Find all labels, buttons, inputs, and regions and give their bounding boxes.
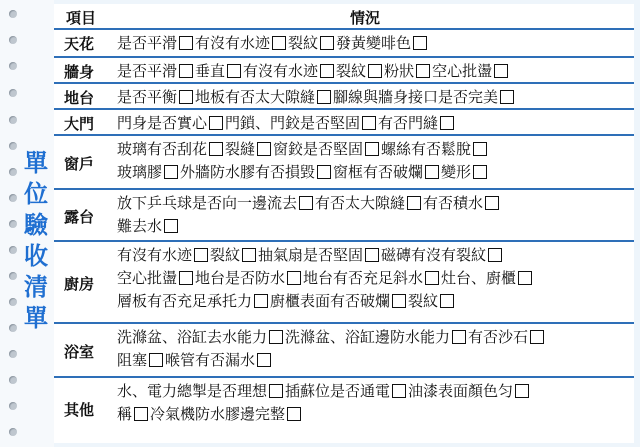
- item-line: [117, 290, 626, 313]
- binder-hole: [9, 10, 17, 18]
- item-line: [117, 138, 626, 161]
- row-label: 其他: [64, 401, 95, 419]
- checkbox[interactable]: [488, 248, 502, 262]
- binder-hole: [9, 324, 17, 332]
- checkbox[interactable]: [269, 330, 283, 344]
- table-header: [54, 4, 634, 30]
- checklist-row: [54, 30, 634, 56]
- checkbox[interactable]: [392, 294, 406, 308]
- item-text: 外牆防水膠有否損毀: [180, 163, 316, 181]
- binder-hole: [9, 36, 17, 44]
- checkbox[interactable]: [299, 196, 313, 210]
- binder-hole: [9, 246, 17, 254]
- item-text: 洗滌盆、浴缸邊防水能力: [285, 328, 451, 346]
- checkbox[interactable]: [500, 90, 514, 104]
- item-text: 玻璃膠: [117, 163, 163, 181]
- row-items: [117, 192, 626, 238]
- binder-hole: [9, 428, 17, 436]
- item-text: 磁磚有沒有裂紋: [381, 246, 487, 264]
- checkbox[interactable]: [134, 407, 148, 421]
- item-line: [117, 192, 626, 215]
- checkbox[interactable]: [425, 271, 439, 285]
- item-text: 玻璃有否刮花: [117, 140, 208, 158]
- row-items: [117, 326, 626, 372]
- item-text: 窗框有否破爛: [333, 163, 424, 181]
- item-text: 冷氣機防水膠邊完整: [150, 405, 286, 423]
- side-title-char: 清: [24, 273, 48, 301]
- item-text: 層板有否充足承托力: [117, 292, 253, 310]
- item-text: 稱: [117, 405, 133, 423]
- checkbox[interactable]: [272, 36, 286, 50]
- item-text: 有否沙石: [468, 328, 529, 346]
- checkbox[interactable]: [179, 90, 193, 104]
- binder-hole: [9, 220, 17, 228]
- item-line: [117, 112, 626, 135]
- checkbox[interactable]: [179, 36, 193, 50]
- checklist-row: [54, 82, 634, 110]
- item-text: 有否太大隙縫: [315, 194, 406, 212]
- item-text: 水、電力總掣是否理想: [117, 382, 268, 400]
- checklist-row: [54, 134, 634, 190]
- side-title-char: 收: [24, 242, 48, 270]
- checklist-row: [54, 108, 634, 136]
- item-text: 空心批盪: [432, 62, 493, 80]
- item-text: 有否積水: [423, 194, 484, 212]
- item-text: 是否平滑: [117, 62, 178, 80]
- checkbox[interactable]: [269, 384, 283, 398]
- item-text: 有沒有水迹: [117, 246, 193, 264]
- checkbox[interactable]: [257, 142, 271, 156]
- checkbox[interactable]: [254, 294, 268, 308]
- item-line: [117, 403, 626, 426]
- row-label: 地台: [64, 88, 95, 107]
- binder-hole: [9, 402, 17, 410]
- checkbox[interactable]: [440, 116, 454, 130]
- checkbox[interactable]: [407, 196, 421, 210]
- item-text: 阻塞: [117, 351, 148, 369]
- checkbox[interactable]: [317, 90, 331, 104]
- checkbox[interactable]: [416, 64, 430, 78]
- row-label: 窗戶: [64, 154, 95, 173]
- row-items: [117, 380, 626, 426]
- checkbox[interactable]: [287, 407, 301, 421]
- item-text: 地台有否充足斜水: [303, 269, 424, 287]
- item-text: 窗鉸是否堅固: [273, 140, 364, 158]
- row-items: [117, 112, 626, 135]
- item-line: [117, 326, 626, 349]
- binder-hole: [9, 194, 17, 202]
- item-text: 是否平滑: [117, 34, 178, 52]
- checkbox[interactable]: [209, 142, 223, 156]
- binder-hole: [9, 89, 17, 97]
- checkbox[interactable]: [425, 165, 439, 179]
- item-line: [117, 244, 626, 267]
- checkbox[interactable]: [494, 64, 508, 78]
- item-line: [117, 349, 626, 372]
- checkbox[interactable]: [365, 142, 379, 156]
- side-title-char: 驗: [24, 211, 48, 239]
- checkbox[interactable]: [164, 219, 178, 233]
- item-text: 裂縫: [225, 140, 256, 158]
- binder-hole: [9, 350, 17, 358]
- item-text: 廚櫃表面有否破爛: [270, 292, 391, 310]
- item-text: 難去水: [117, 217, 163, 235]
- binder-hole: [9, 272, 17, 280]
- checkbox[interactable]: [518, 271, 532, 285]
- item-text: 裂紋: [408, 292, 439, 310]
- checkbox[interactable]: [392, 384, 406, 398]
- side-title-char: 單: [24, 149, 48, 177]
- item-text: 裂紋: [336, 62, 367, 80]
- checkbox[interactable]: [194, 248, 208, 262]
- item-text: 地台是否防水: [195, 269, 286, 287]
- item-line: [117, 60, 626, 83]
- binder-hole: [9, 116, 17, 124]
- header-status: 情況: [350, 9, 381, 27]
- checkbox[interactable]: [209, 116, 223, 130]
- checkbox[interactable]: [149, 353, 163, 367]
- row-items: [117, 244, 626, 313]
- checklist-table: [54, 4, 634, 443]
- row-label: 露台: [64, 207, 95, 226]
- binder-hole: [9, 142, 17, 150]
- row-label: 廚房: [64, 274, 95, 293]
- binder-hole: [9, 62, 17, 70]
- checkbox[interactable]: [317, 165, 331, 179]
- checkbox[interactable]: [362, 116, 376, 130]
- row-label: 牆身: [64, 62, 95, 81]
- item-text: 有沒有水迹: [195, 34, 271, 52]
- item-line: [117, 380, 626, 403]
- item-line: [117, 215, 626, 238]
- item-text: 裂紋: [288, 34, 319, 52]
- item-text: 喉管有否漏水: [165, 351, 256, 369]
- row-label: 浴室: [64, 342, 95, 361]
- row-items: [117, 60, 626, 83]
- side-title-char: 位: [24, 180, 48, 208]
- item-text: 油漆表面顏色匀: [408, 382, 514, 400]
- item-text: 地板有否太大隙縫: [195, 88, 316, 106]
- checkbox[interactable]: [365, 248, 379, 262]
- checkbox[interactable]: [257, 353, 271, 367]
- checklist-row: [54, 56, 634, 84]
- checkbox[interactable]: [485, 196, 499, 210]
- side-title: [23, 148, 49, 334]
- checkbox[interactable]: [515, 384, 529, 398]
- item-text: 粉狀: [384, 62, 415, 80]
- row-items: [117, 32, 626, 55]
- checkbox[interactable]: [179, 64, 193, 78]
- item-line: [117, 32, 626, 55]
- item-text: 是否平衡: [117, 88, 178, 106]
- item-text: 發黃變啡色: [336, 34, 412, 52]
- item-line: [117, 267, 626, 290]
- item-line: [117, 161, 626, 184]
- item-text: 抽氣扇是否堅固: [258, 246, 364, 264]
- checkbox[interactable]: [179, 271, 193, 285]
- item-text: 插蘇位是否通電: [285, 382, 391, 400]
- checklist-row: [54, 322, 634, 378]
- row-label: 天花: [64, 34, 95, 53]
- checklist-row: [54, 240, 634, 324]
- binder-hole: [9, 298, 17, 306]
- binder-hole: [9, 168, 17, 176]
- item-text: 螺絲有否鬆脫: [381, 140, 472, 158]
- row-label: 大門: [64, 114, 95, 133]
- checkbox[interactable]: [368, 64, 382, 78]
- checkbox[interactable]: [320, 36, 334, 50]
- binder-hole: [9, 376, 17, 384]
- checkbox[interactable]: [440, 294, 454, 308]
- item-text: 放下乒乓球是否向一邊流去: [117, 194, 298, 212]
- item-text: 洗滌盆、浴缸去水能力: [117, 328, 268, 346]
- checkbox[interactable]: [413, 36, 427, 50]
- item-text: 變形: [441, 163, 472, 181]
- checkbox[interactable]: [164, 165, 178, 179]
- item-text: 有沒有水迹: [243, 62, 319, 80]
- checkbox[interactable]: [473, 142, 487, 156]
- item-text: 門身是否實心: [117, 114, 208, 132]
- header-item: 項目: [66, 9, 97, 27]
- item-text: 裂紋: [210, 246, 241, 264]
- checklist-row: [54, 188, 634, 242]
- checkbox[interactable]: [473, 165, 487, 179]
- row-items: [117, 86, 626, 109]
- checkbox[interactable]: [287, 271, 301, 285]
- row-items: [117, 138, 626, 184]
- side-title-char: 單: [24, 304, 48, 332]
- checkbox[interactable]: [530, 330, 544, 344]
- checkbox[interactable]: [320, 64, 334, 78]
- item-text: 門鎖、門鉸是否堅固: [225, 114, 361, 132]
- item-text: 腳線與牆身接口是否完美: [333, 88, 499, 106]
- item-text: 垂直: [195, 62, 226, 80]
- checkbox[interactable]: [227, 64, 241, 78]
- item-text: 灶台、廚櫃: [441, 269, 517, 287]
- item-line: [117, 86, 626, 109]
- item-text: 空心批盪: [117, 269, 178, 287]
- checkbox[interactable]: [242, 248, 256, 262]
- checkbox[interactable]: [452, 330, 466, 344]
- checklist-row: [54, 376, 634, 441]
- item-text: 有否門縫: [378, 114, 439, 132]
